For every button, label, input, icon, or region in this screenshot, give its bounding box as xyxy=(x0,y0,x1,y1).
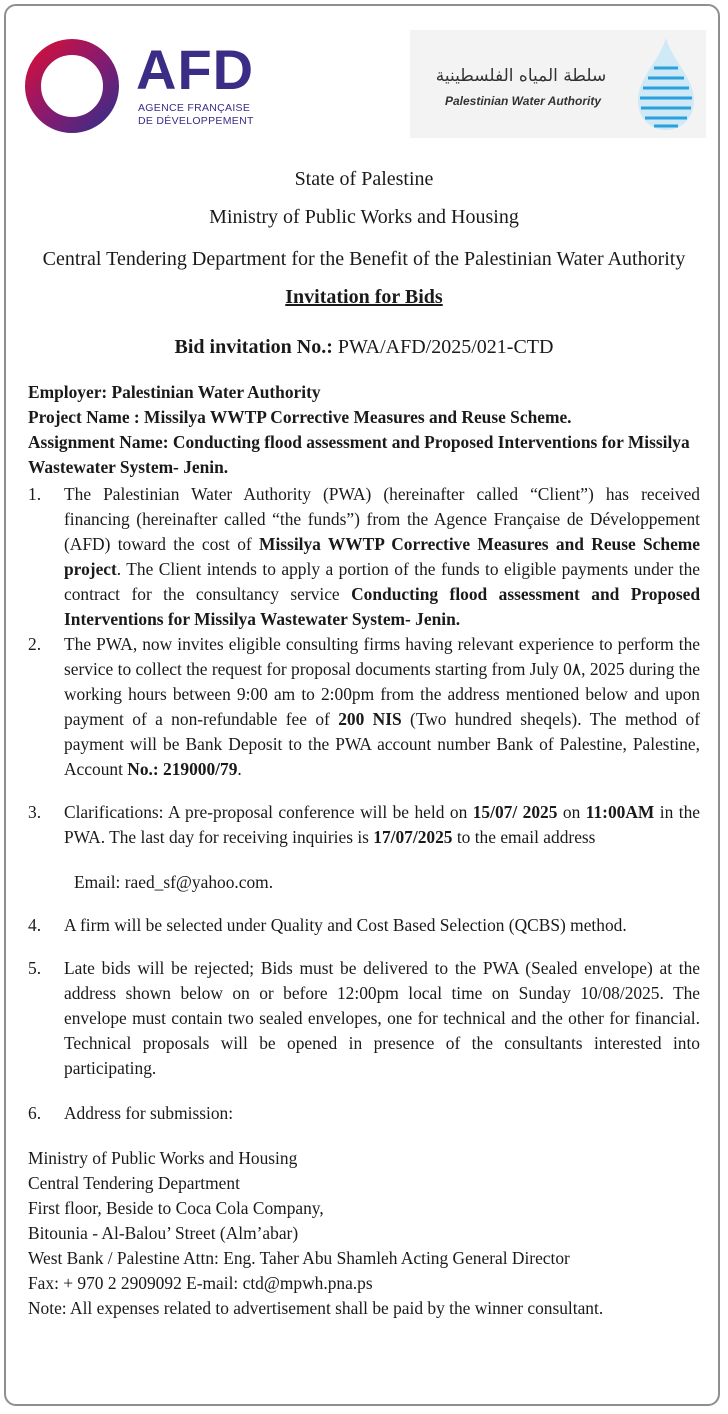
page-title: Invitation for Bids xyxy=(285,286,443,308)
header-state: State of Palestine xyxy=(294,168,434,190)
afd-subtitle: AGENCE FRANÇAISE DE DÉVELOPPEMENT xyxy=(138,102,254,127)
address-line: Bitounia - Al-Balou’ Street (Alm’abar) xyxy=(28,1223,299,1243)
project-line: Project Name : Missilya WWTP Corrective Measures and Reuse Scheme. xyxy=(28,407,572,427)
afd-name: AFD xyxy=(136,38,255,101)
list-item-4: 4. A firm will be selected under Quality and Cost Based Selection (QCBS) method. xyxy=(28,915,627,935)
pwa-logo xyxy=(410,30,706,138)
address-line: Central Tendering Department xyxy=(28,1173,240,1193)
contact-email: Email: raed_sf@yahoo.com. xyxy=(74,872,274,892)
header-department: Central Tendering Department for the Benefit of the Palestinian Water Authority xyxy=(42,248,686,270)
list-item-3: 3. Clarifications: A pre-proposal conference will be held on 15/07/ 2025 on 11:00AM in the PWA. The last day for receiving inquiries is 17/07/2025 to the email address xyxy=(28,802,701,847)
header-ministry: Ministry of Public Works and Housing xyxy=(209,206,519,228)
list-item-2: 2. The PWA, now invites eligible consulting firms having relevant experience to perform the service to collect the request for proposal documents starting from July 0٨, 2025 during the working hours between 9:00 am to 2:00pm from the address mentioned below and upon payment of a non-refundable fee of 200 NIS (Two hundred sheqels). The method of payment will be Bank Deposit to the PWA account number Bank of Palestine, Palestine, Account No.: 219000/79. xyxy=(28,634,701,779)
address-line: First floor, Beside to Coca Cola Company, xyxy=(28,1198,324,1218)
afd-logo xyxy=(22,36,272,136)
list-item-1: 1. The Palestinian Water Authority (PWA) (hereinafter called “Client”) has received financing (hereinafter called “the funds”) from the Agence Française de Développement (AFD) toward the cost of Missilya WWTP Corrective Measures and Reuse Scheme project. The Client intends to apply a portion of the funds to eligible payments under the contract for the consultancy service Conducting flood assessment and Proposed Interventions for Missilya Wastewater System- Jenin. xyxy=(28,484,701,629)
water-drop-icon xyxy=(630,34,702,134)
assignment-line: Assignment Name: Conducting flood assessment and Proposed Interventions for Missilya Wastewater System- Jenin. xyxy=(28,432,690,477)
pwa-arabic-name: سلطة المياه الفلسطينية xyxy=(435,66,607,86)
address-line: Ministry of Public Works and Housing xyxy=(28,1148,298,1168)
afd-ring-icon xyxy=(22,36,122,136)
address-line: Fax: + 970 2 2909092 E-mail: ctd@mpwh.pna.ps xyxy=(28,1273,373,1293)
bid-invitation-number: Bid invitation No.: PWA/AFD/2025/021-CTD xyxy=(174,336,554,358)
pwa-english-name: Palestinian Water Authority xyxy=(444,94,602,108)
notice-body xyxy=(28,380,700,1321)
submission-address xyxy=(28,1146,700,1321)
list-item-6: 6. Address for submission: xyxy=(28,1103,234,1123)
list-item-5: 5. Late bids will be rejected; Bids must be delivered to the PWA (Sealed envelope) at the address shown below on or before 12:00pm local time on Sunday 10/08/2025. The envelope must contain two sealed envelopes, one for technical and the other for financial. Technical proposals will be opened in presence of the consultants interested into participating. xyxy=(28,958,700,1078)
address-note: Note: All expenses related to advertisement shall be paid by the winner consultant. xyxy=(28,1298,604,1318)
employer-line: Employer: Palestinian Water Authority xyxy=(28,382,321,402)
address-line: West Bank / Palestine Attn: Eng. Taher Abu Shamleh Acting General Director xyxy=(28,1248,570,1268)
